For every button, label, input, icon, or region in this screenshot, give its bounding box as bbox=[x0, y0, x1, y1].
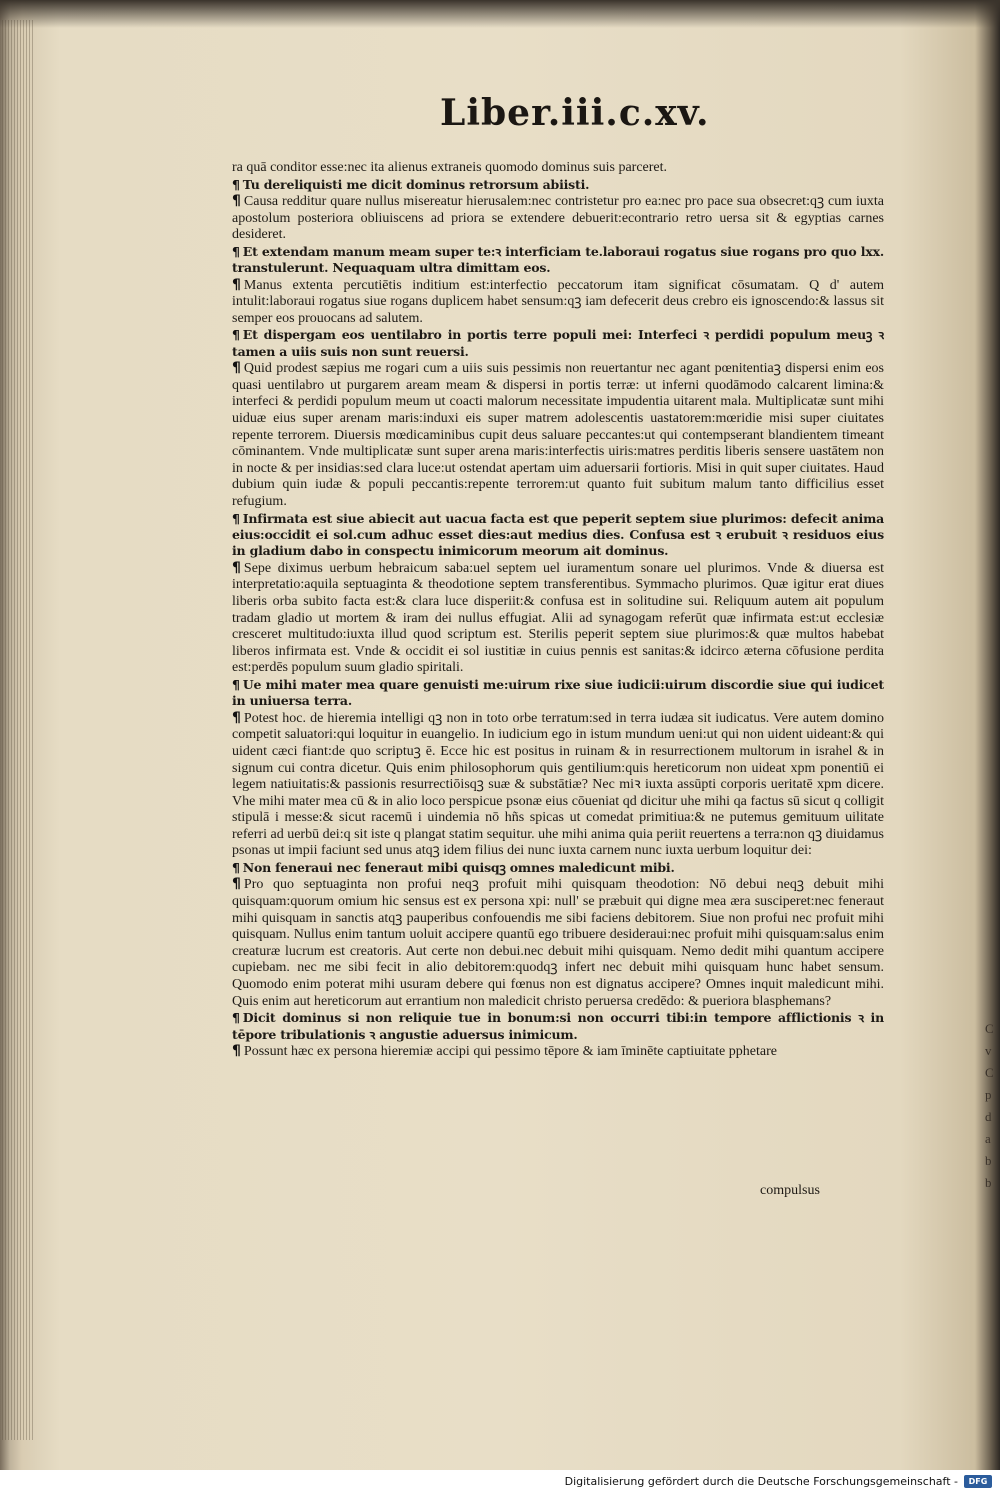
footer-credit: Digitalisierung gefördert durch die Deutsche Forschungsgemeinschaft - bbox=[564, 1475, 958, 1488]
paragraph-text: Manus extenta percutiētis inditium est:interfectio peccatorum itam significat cōsumatam. Q d' autem intulit:laboraui rogatus siue rogans duplicem habet sensum:qꝫ iam defecerit deus crebro eis ignoscendo:& lassus sit semper eos prouocans ad salutem. bbox=[232, 277, 884, 326]
pilcrow-icon: ¶ bbox=[232, 327, 240, 343]
bleed-letter: C bbox=[985, 1021, 994, 1036]
pilcrow-icon: ¶ bbox=[232, 176, 240, 192]
pilcrow-icon: ¶ bbox=[232, 1010, 240, 1026]
pilcrow-icon: ¶ bbox=[232, 676, 240, 692]
paragraph-text: Quid prodest sæpius me rogari cum a uiis suis pessimis non reuertantur nec agant pœnitentiaꝫ dispersi enim eos quasi uentilabro ut purgarem aream meam & dispersi in portis terræ: ut inferni quodāmodo calcarent limina:& interfeci & perdidi populum meum ut coacti malorum necessitate impudentia uitarent mala. Multiplicatæ sunt mihi uiduæ eius super arenam maris:induxi eis super matrem adolescentis uastatorem:mœridie misi super ciuitates repente terrorem. Diuersis mœdicaminibus cupit deus saluare peccantes:ut qui contempserant blandientem timeant cōminantem. Vnde multiplicatæ sunt super arena maris:interfectis uiris:matres perditis liberis sensere uastātem non in nocte & per insidias:sed clara luce:ut ostendat apertam uim aduersarii fortioris. Misi in quit super ciuitates. Haud dubium quin iudæ & populi peccantis:repente terrorem:ut quanto fuit subitum malum tanto difficilius esset refugium. bbox=[232, 361, 884, 509]
commentary-paragraph bbox=[232, 560, 884, 677]
pilcrow-icon: ¶ bbox=[232, 243, 240, 259]
pilcrow-icon: ¶ bbox=[232, 860, 240, 876]
bleed-letter: p bbox=[985, 1087, 992, 1102]
paragraph-text: Potest hoc. de hieremia intelligi qꝫ non in toto orbe terratum:sed in terra iudæa sit iudicatus. Vere autem domino competit saluatori:qui loquitur in euangelio. In iudicium ego in istum mundum ueni:ut qui non uident uideant:& qui uident cæci fiant:de quo scriptuꝫ ē. Ecce hic est positus in ruinam & in resurrectionem multorum in israhel & in signum cui contra dicetur. Quis enim philosophorum quis gentilium:quis hereticorum non uideat xpm ponentiū ei legem natiuitatis:& passionis resurrectiōisqꝫ suæ & substātiæ? Nec miꝛ iuxta assūpti corporis ueritatē xpm dicere. Vhe mihi mater mea cū & in alio loco perspicue psonæ eius cōueniat qd dicitur uhe mihi qa factus sū sicut q colligit stipulā i messe:& sicut racemū i uindemia nō hñs spicas ut comedat primitiua:& ne putemus gemituum uilitate referri ad uerbū dei:q sit iste q plangat statim sequitur. uhe mihi anima quia periit reuertens a terra:non qꝫ diuidamus psonas ut impii faciunt sed unus atqꝫ idem filius dei nunc iuxta carnem nunc iuxta uerbum loquitur dei: bbox=[232, 710, 884, 859]
bleed-letter: d bbox=[985, 1109, 992, 1124]
facing-page-bleed bbox=[985, 1018, 1000, 1238]
bleed-letter: b bbox=[985, 1153, 992, 1168]
paragraph-text: Causa redditur quare nullus misereatur hierusalem:nec contristetur pro ea:nec pro pace sua obsecret:qꝫ cum iuxta apostolum posteriora obliuiscens ad priora se extendere debuerit:econtrario retro uersa sit & egyptias carnes desideret. bbox=[232, 194, 884, 243]
paragraph-text: Pro quo septuaginta non profui neqꝫ profuit mihi quisquam theodotion: Nō debui neqꝫ debuit mihi quisquam:quorum omium hic sensus est ex persona xpi: null' se præbuit qui digne mea æra susciperet:nec feneraut mihi quisquam in sanctis atqꝫ pauperibus confouendis me sibi faciens debitorem. Siue non profui nec profuit mihi quisquam. Nullus enim tantum uoluit accipere quantū ego tribuere desideraui:nec profuit mihi quisquam:salus enim creaturæ lucrum est creatoris. Aut certe non debui.nec debuit mihi quisquam. Nemo dedit mihi quantum accipere cupiebam. nec me sibi fecit in alio debitorem:quodqꝫ infert nec debuit mihi quisquam hunc habet sensum. Quomodo enim poterat mihi usuram debere qui fœnus non est dignatus accipere? Omnes inquit maledicunt mihi. Quis enim aut hereticorum aut errantium non maledicit christo peruersa credēdo: & pueriora blasphemans? bbox=[232, 877, 884, 1009]
pilcrow-icon: ¶ bbox=[232, 709, 241, 726]
commentary-paragraph bbox=[232, 160, 884, 177]
pilcrow-icon: ¶ bbox=[232, 276, 241, 293]
footer-bar bbox=[0, 1470, 1000, 1495]
page-edge-gutter bbox=[2, 20, 34, 1440]
dfg-logo: DFG bbox=[964, 1475, 992, 1488]
running-head: Liber.iii.c.xv. bbox=[440, 92, 710, 134]
paragraph-text: Ue mihi mater mea quare genuisti me:uirum rixe siue iudicii:uirum discordie siue qui iudicet in uniuersa terra. bbox=[232, 676, 884, 709]
top-shadow bbox=[0, 0, 1000, 28]
text-block bbox=[232, 160, 884, 1265]
commentary-paragraph bbox=[232, 360, 884, 510]
lemma-paragraph bbox=[232, 1010, 884, 1043]
paragraph-text: Sepe diximus uerbum hebraicum saba:uel septem uel iuramentum sonare uel plurimos. Vnde & diuersa est interpretatio:aquila septuaginta & theodotione septem transferentibus. Symmacho plurimos. Quæ igitur erat diues liberis orba subito facta est:& clara luce disperiit:& confusa est in solitudine sui. Reliquum autem ait populum tradam gladio ut mortem & iram dei nullus effugiat. Alii ad synagogam referūt quæ infirmata est:ut ecclesiæ cresceret multitudo:iuxta illud quod scriptum est. Sterilis peperit septem siue plurimos:& quæ multos habebat liberos infirmata est. Vnde & occidit ei sol iustitiæ in cuius pennis est sanitas:& idcirco æterna cōfusione perdita est:perdēs populum suum gladio spiritali. bbox=[232, 560, 884, 676]
pilcrow-icon: ¶ bbox=[232, 876, 241, 893]
commentary-paragraph bbox=[232, 710, 884, 860]
commentary-paragraph bbox=[232, 277, 884, 328]
commentary-paragraph bbox=[232, 876, 884, 1010]
paragraph-text: Et extendam manum meam super te:ꝛ interficiam te.laboraui rogatus siue rogans pro quo lxx. transtulerunt. Nequaquam ultra dimittam eos. bbox=[232, 243, 884, 276]
paragraph-text: Non feneraui nec feneraut mibi quisqꝫ omnes maledicunt mibi. bbox=[242, 860, 675, 876]
commentary-paragraph bbox=[232, 193, 884, 244]
lemma-paragraph bbox=[232, 511, 884, 560]
catchword: compulsus bbox=[760, 1183, 820, 1198]
commentary-paragraph bbox=[232, 1043, 884, 1061]
lemma-paragraph bbox=[232, 244, 884, 277]
lemma-paragraph bbox=[232, 177, 884, 193]
paragraph-text: Tu dereliquisti me dicit dominus retrorsum abiisti. bbox=[242, 176, 590, 192]
bleed-letter: a bbox=[985, 1131, 991, 1146]
paragraph-text: Possunt hæc ex persona hieremiæ accipi qui pessimo tēpore & iam īminēte captiuitate pphetare bbox=[243, 1044, 777, 1060]
lemma-paragraph bbox=[232, 860, 884, 876]
bleed-letter: b bbox=[985, 1175, 992, 1190]
lemma-paragraph bbox=[232, 677, 884, 710]
paragraph-text: Et dispergam eos uentilabro in portis terre populi mei: Interfeci ꝛ perdidi populum meuꝫ ꝛ tamen a uiis suis non sunt reuersi. bbox=[232, 327, 884, 359]
pilcrow-icon: ¶ bbox=[232, 193, 241, 209]
bleed-letter: C bbox=[985, 1065, 994, 1080]
paragraph-text: Infirmata est siue abiecit aut uacua facta est que peperit septem siue plurimos: defecit anima eius:occidit ei sol.cum adhuc esset dies:aut medius dies. Confusa est ꝛ erubuit ꝛ residuos eius in gladium dabo in conspectu inimicorum meorum ait dominus. bbox=[232, 510, 884, 559]
bleed-letter: v bbox=[985, 1043, 992, 1058]
paragraph-text: Dicit dominus si non reliquie tue in bonum:si non occurri tibi:in tempore afflictionis ꝛ in tēpore tribulationis ꝛ angustie aduersus inimicum. bbox=[232, 1010, 884, 1042]
pilcrow-icon: ¶ bbox=[232, 510, 240, 526]
pilcrow-icon: ¶ bbox=[232, 360, 241, 377]
paragraph-text: ra quā conditor esse:nec ita alienus extraneis quomodo dominus suis parceret. bbox=[232, 160, 668, 175]
pilcrow-icon: ¶ bbox=[232, 1043, 241, 1060]
lemma-paragraph bbox=[232, 327, 884, 360]
pilcrow-icon: ¶ bbox=[232, 559, 241, 576]
